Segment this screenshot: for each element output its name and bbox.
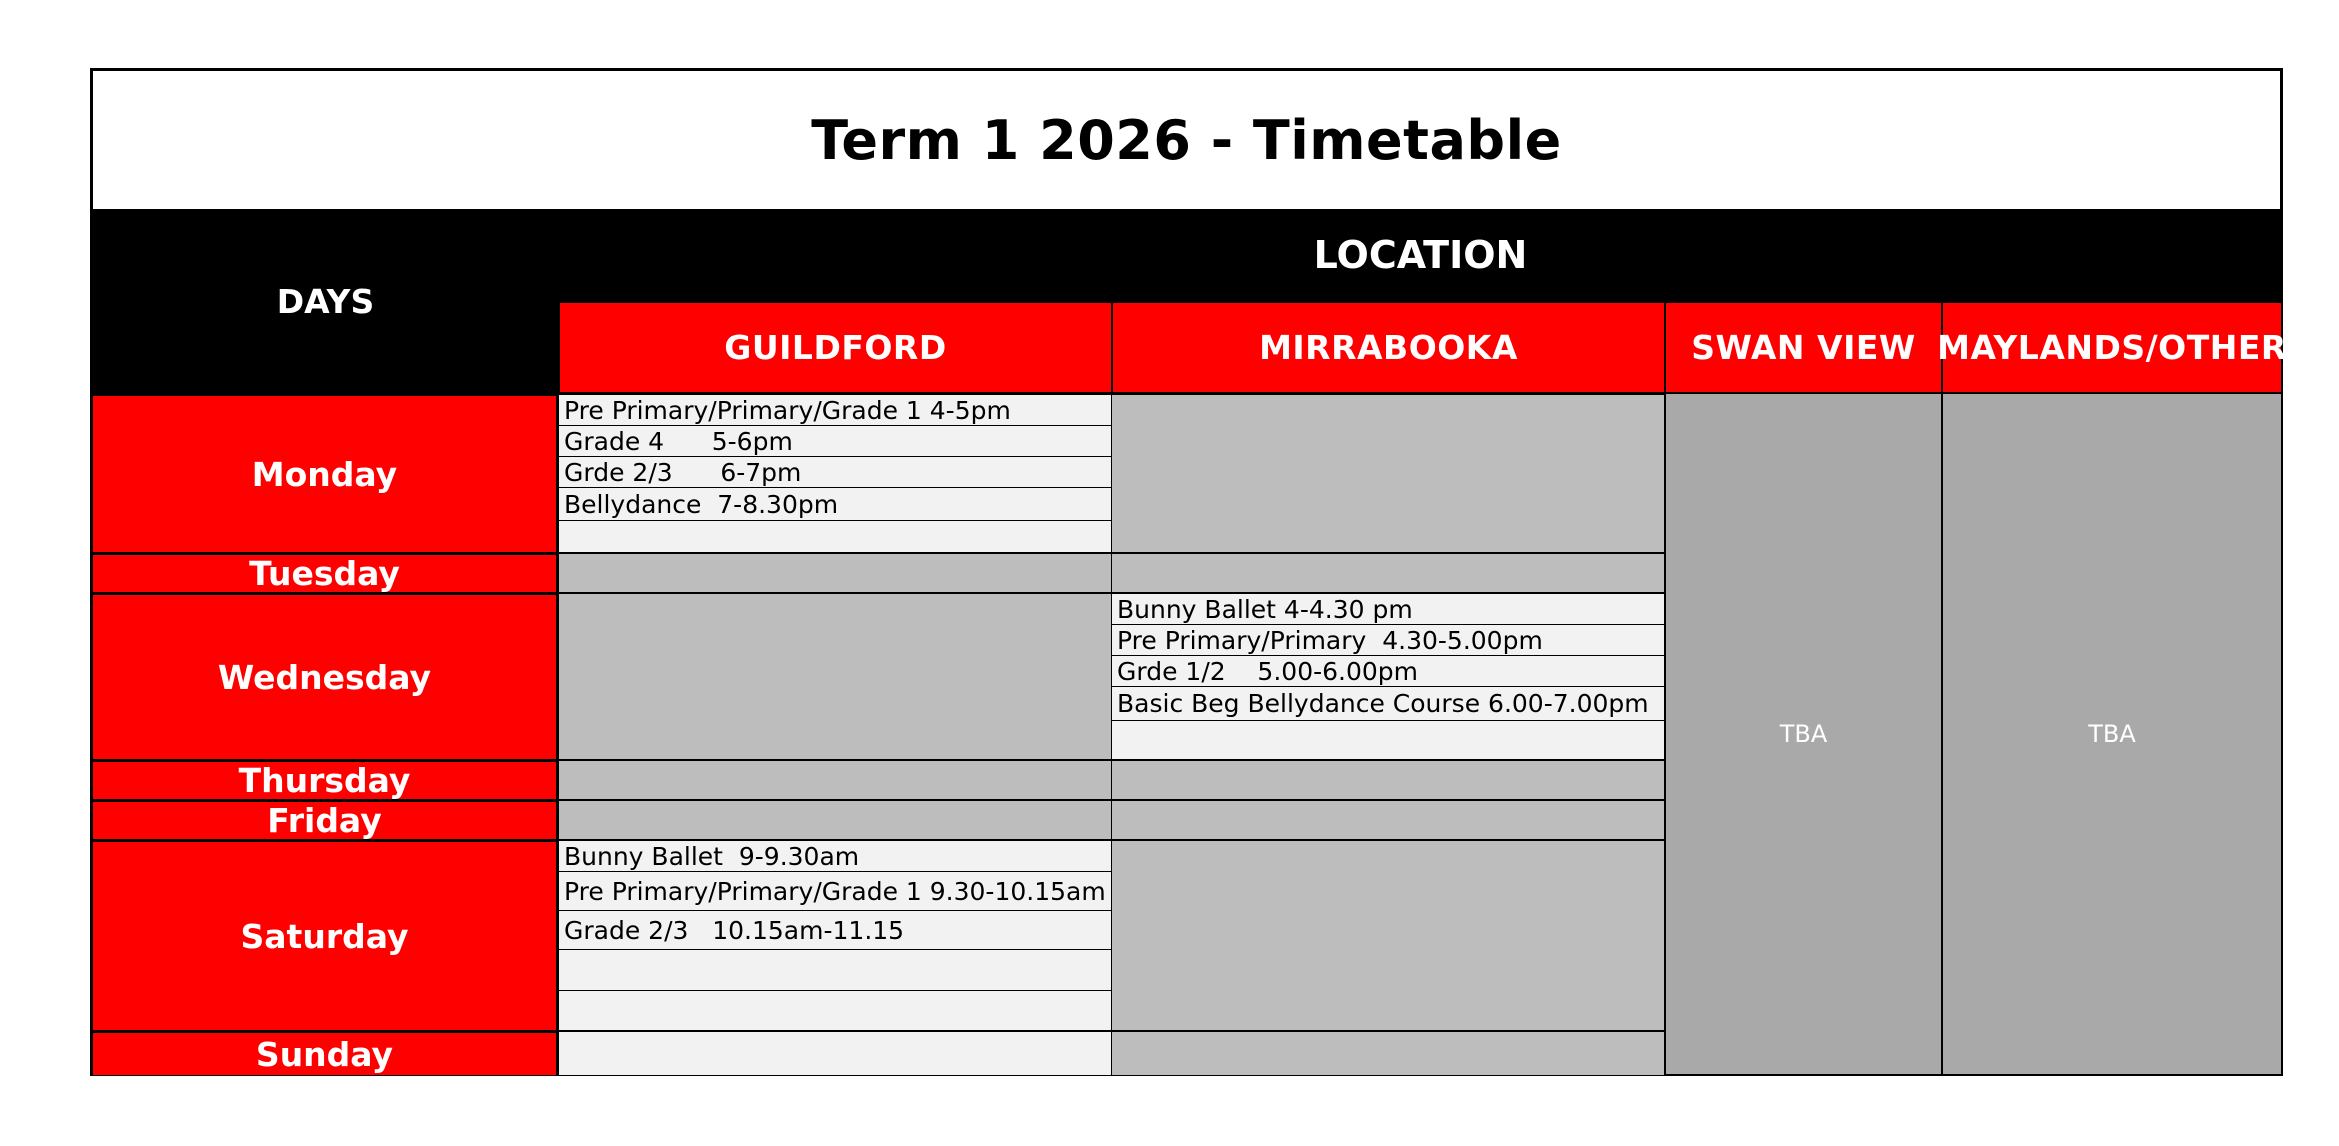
days-header: DAYS (93, 209, 558, 394)
guildford-saturday-slot: Bunny Ballet 9-9.30am (558, 840, 1113, 872)
mirrabooka-monday-empty (1111, 394, 1666, 553)
mirrabooka-wednesday-slot: Pre Primary/Primary 4.30-5.00pm (1111, 624, 1666, 656)
maylands-other-tba: TBA (1941, 392, 2283, 1076)
guildford-monday-slot (558, 520, 1113, 553)
day-tuesday: Tuesday (93, 553, 558, 593)
day-friday: Friday (93, 800, 558, 840)
maylands-other-header: MAYLANDS/OTHER (1941, 301, 2283, 394)
swan-view-header: SWAN VIEW (1664, 301, 1943, 394)
mirrabooka-wednesday-slot (1111, 720, 1666, 760)
swan-view-tba: TBA (1664, 392, 1943, 1076)
day-sunday: Sunday (93, 1031, 558, 1076)
guildford-saturday-slot (558, 990, 1113, 1031)
guildford-monday-slot: Grade 4 5-6pm (558, 425, 1113, 457)
day-saturday: Saturday (93, 840, 558, 1031)
day-thursday: Thursday (93, 760, 558, 800)
guildford-tuesday-empty (558, 553, 1113, 593)
guildford-monday-slot: Pre Primary/Primary/Grade 1 4-5pm (558, 394, 1113, 426)
day-wednesday: Wednesday (93, 593, 558, 760)
guildford-saturday-slot (558, 949, 1113, 991)
guildford-saturday-slot: Grade 2/3 10.15am-11.15 (558, 910, 1113, 950)
mirrabooka-friday-empty (1111, 800, 1666, 840)
guildford-friday-empty (558, 800, 1113, 840)
mirrabooka-saturday-empty (1111, 840, 1666, 1031)
guildford-thursday-empty (558, 760, 1113, 800)
guildford-sunday-slot (558, 1031, 1113, 1076)
mirrabooka-thursday-empty (1111, 760, 1666, 800)
day-monday: Monday (93, 394, 558, 553)
mirrabooka-wednesday-slot: Basic Beg Bellydance Course 6.00-7.00pm (1111, 686, 1666, 721)
timetable (90, 68, 2287, 1076)
guildford-monday-slot: Bellydance 7-8.30pm (558, 487, 1113, 521)
guildford-monday-slot: Grde 2/3 6-7pm (558, 456, 1113, 488)
mirrabooka-header: MIRRABOOKA (1111, 301, 1666, 394)
guildford-header: GUILDFORD (558, 301, 1113, 394)
guildford-wednesday-empty (558, 593, 1113, 760)
guildford-saturday-slot: Pre Primary/Primary/Grade 1 9.30-10.15am (558, 871, 1113, 911)
mirrabooka-wednesday-slot: Bunny Ballet 4-4.30 pm (1111, 593, 1666, 625)
mirrabooka-tuesday-empty (1111, 553, 1666, 593)
location-header: LOCATION (558, 209, 2283, 301)
page-title: Term 1 2026 - Timetable (811, 108, 1562, 172)
mirrabooka-wednesday-slot: Grde 1/2 5.00-6.00pm (1111, 655, 1666, 687)
mirrabooka-sunday-empty (1111, 1031, 1666, 1076)
